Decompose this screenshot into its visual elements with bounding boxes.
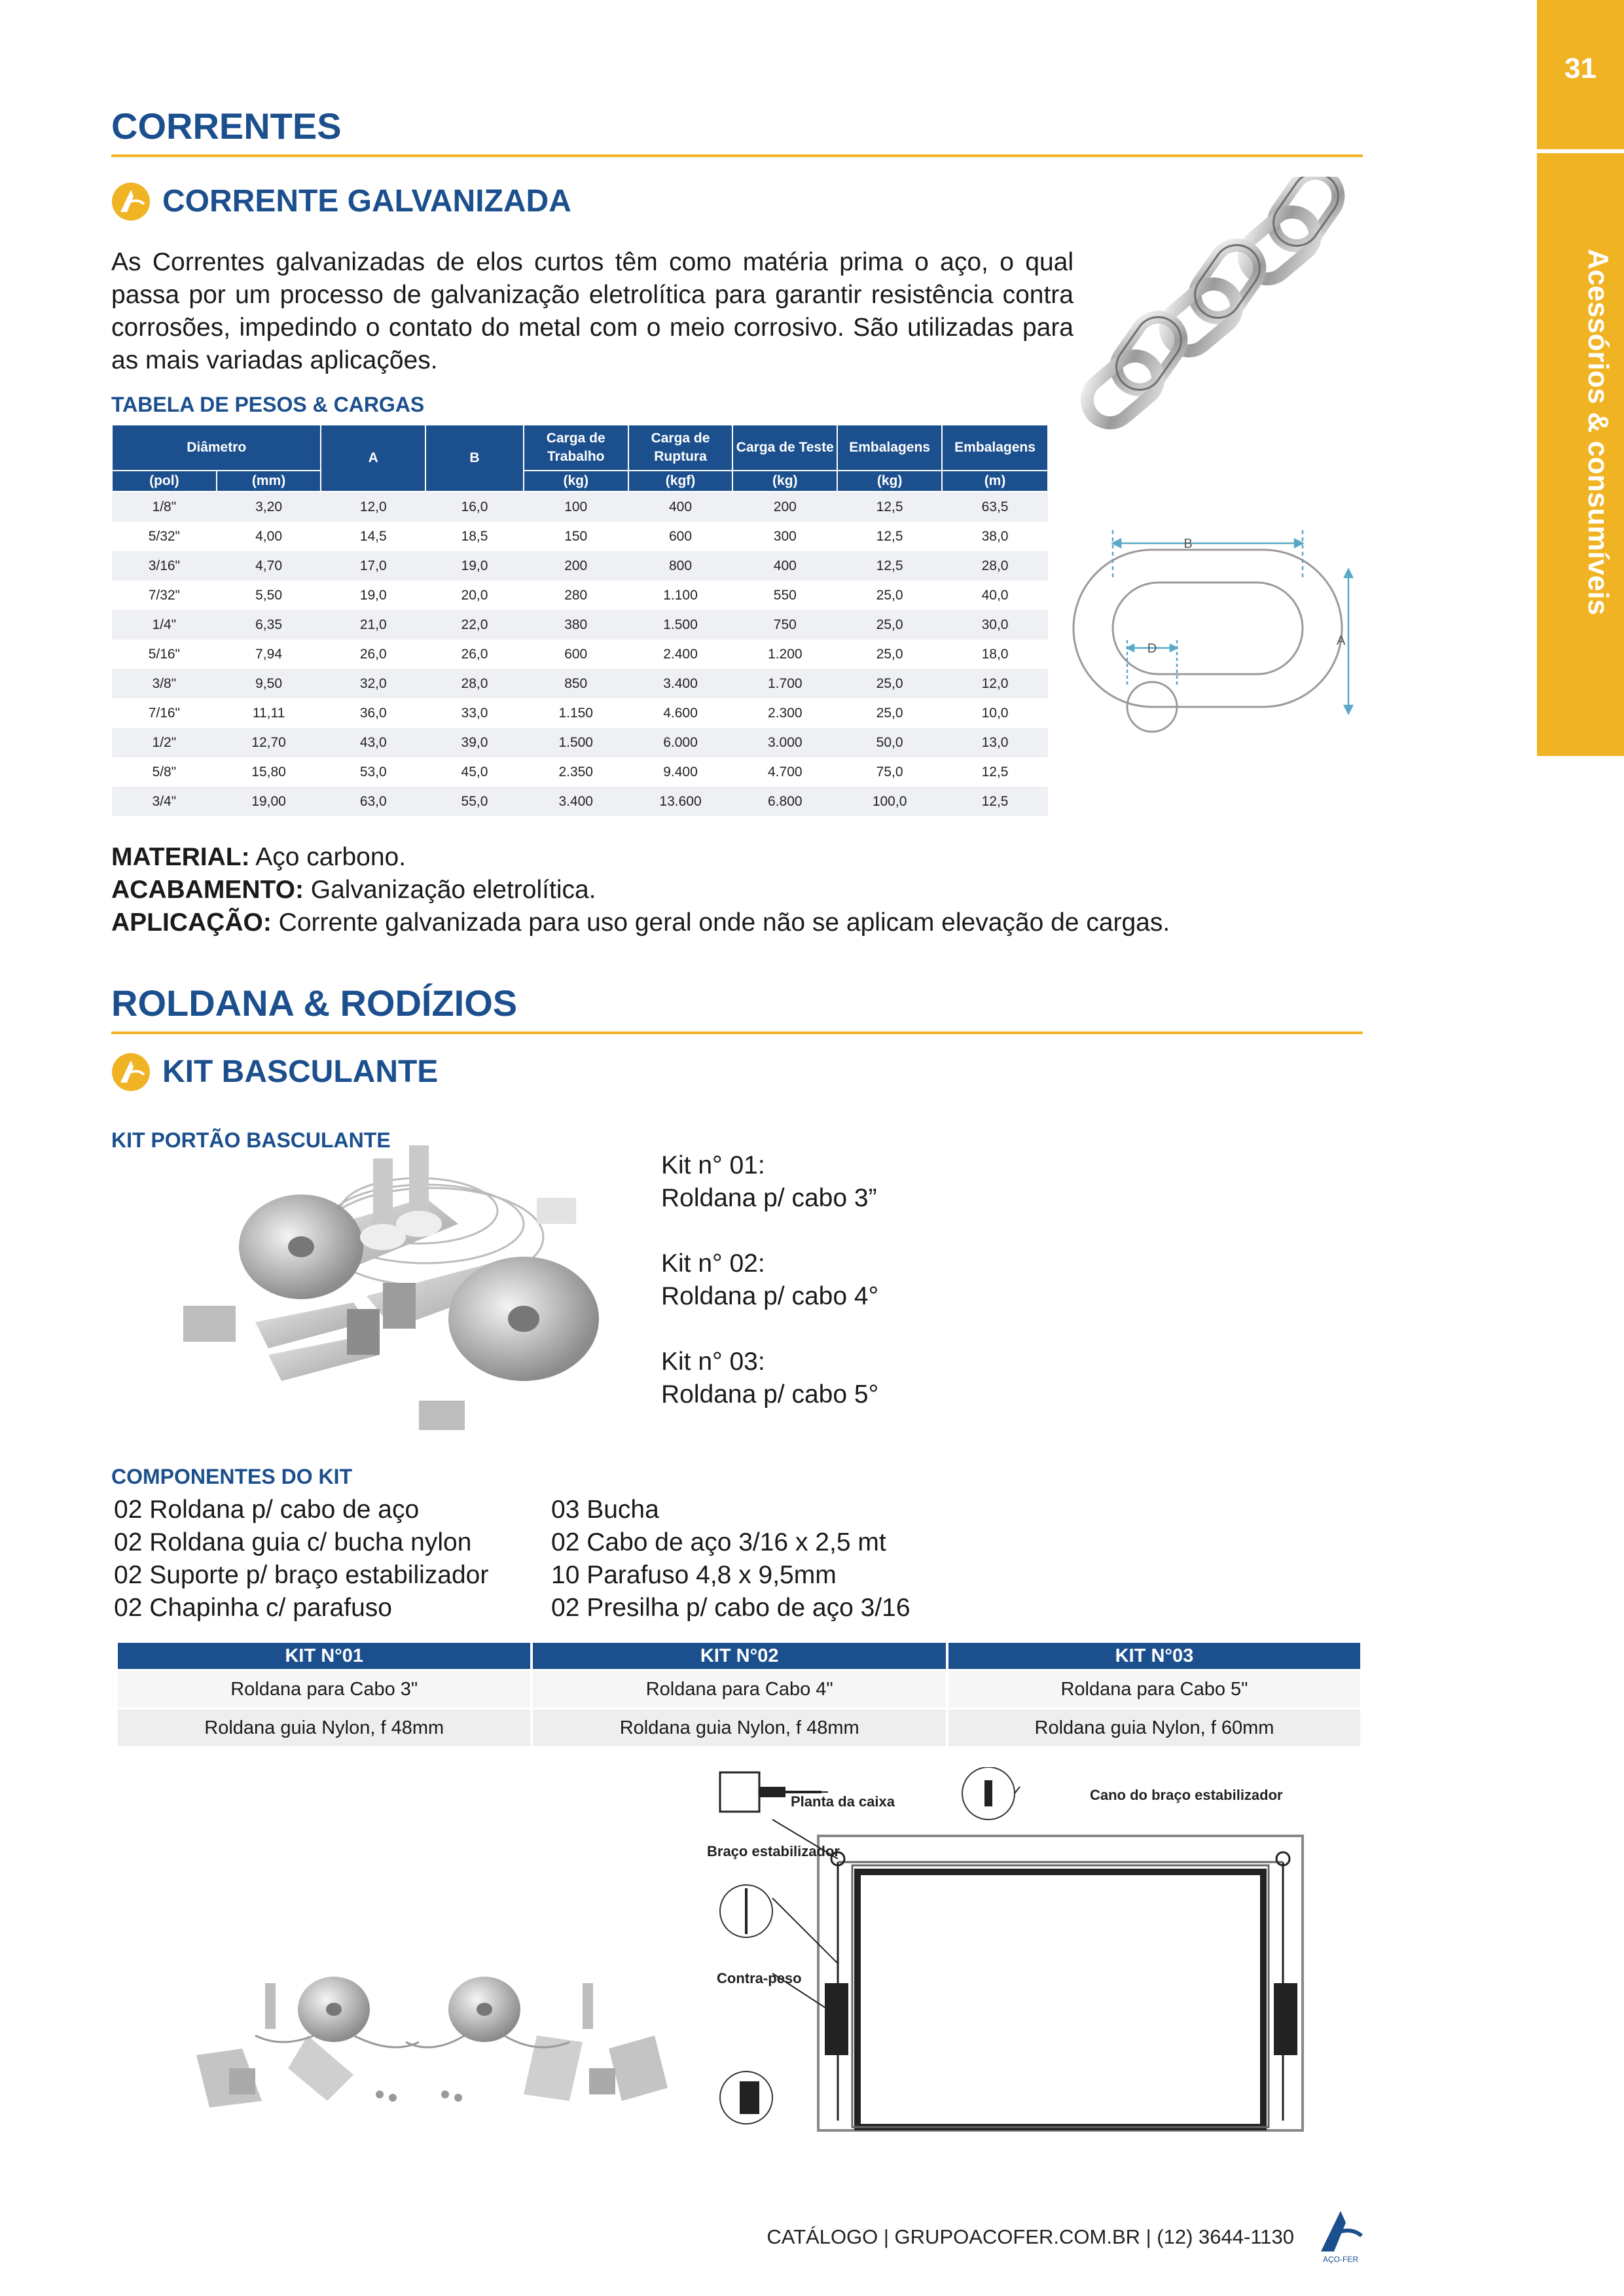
table-cell: 1.150 <box>524 698 628 728</box>
table-cell: 11,11 <box>217 698 321 728</box>
intro-paragraph: As Correntes galvanizadas de elos curtos têm como matéria prima o aço, o qual passa por um processo de galvanização eletrolítica para garantir resistência contra corrosões, impedindo o contato do metal com o meio corrosivo. São utilizadas para as mais variadas aplicações. <box>111 248 1074 374</box>
link-dimension-diagram <box>1067 517 1368 740</box>
table-row <box>112 698 1048 728</box>
components-label: COMPONENTES DO KIT <box>111 1465 353 1488</box>
table-cell: 36,0 <box>321 698 425 728</box>
table-cell: 200 <box>732 492 837 522</box>
components-left-list <box>114 1494 488 1624</box>
table-cell: 25,0 <box>837 698 942 728</box>
table-row <box>112 492 1048 522</box>
table-cell: 1/2" <box>112 728 217 757</box>
table-row <box>112 728 1048 757</box>
table-row <box>112 639 1048 669</box>
table-cell: 100,0 <box>837 787 942 816</box>
table-cell: 20,0 <box>425 581 524 610</box>
kit-3-desc: Roldana p/ cabo 5° <box>661 1380 879 1408</box>
kit-portao-label: KIT PORTÃO BASCULANTE <box>111 1128 391 1152</box>
section-rule <box>111 154 1363 157</box>
table-cell: 380 <box>524 610 628 639</box>
table-cell: 1/8" <box>112 492 217 522</box>
component-item: 02 Suporte p/ braço estabilizador <box>114 1561 489 1589</box>
table-cell: 32,0 <box>321 669 425 698</box>
table-cell: 6.800 <box>732 787 837 816</box>
side-tab-divider <box>1537 149 1624 153</box>
component-item: 02 Chapinha c/ parafuso <box>114 1594 392 1622</box>
table-cell: 550 <box>732 581 837 610</box>
subtitle-kit-basculante: KIT BASCULANTE <box>162 1054 439 1089</box>
table-cell: 12,5 <box>942 757 1048 787</box>
table-cell: 45,0 <box>425 757 524 787</box>
table-row <box>112 787 1048 816</box>
table-cell: 13.600 <box>628 787 733 816</box>
spec-aplicacao-label: APLICAÇÃO: <box>111 908 272 937</box>
dim-label-b: B <box>1183 537 1193 551</box>
table-cell: 19,0 <box>321 581 425 610</box>
table-cell: 6,35 <box>217 610 321 639</box>
table-cell: 17,0 <box>321 551 425 581</box>
component-item: 02 Cabo de aço 3/16 x 2,5 mt <box>551 1528 886 1556</box>
table-cell: 9,50 <box>217 669 321 698</box>
table-cell: 26,0 <box>321 639 425 669</box>
kit-photo <box>151 1113 615 1453</box>
dim-label-d: D <box>1147 641 1157 656</box>
table-cell: 2.400 <box>628 639 733 669</box>
table-cell: 22,0 <box>425 610 524 639</box>
col-header-embalagens-m: Embalagens <box>942 425 1048 471</box>
footer-text: CATÁLOGO | GRUPOACOFER.COM.BR | (12) 3644-1130 <box>767 2225 1294 2248</box>
kit-table-cell: Roldana para Cabo 4" <box>532 1670 947 1709</box>
col-header-a: A <box>321 425 425 492</box>
table-cell: 75,0 <box>837 757 942 787</box>
table-cell: 750 <box>732 610 837 639</box>
dim-label-a: A <box>1337 634 1346 648</box>
table-cell: 25,0 <box>837 639 942 669</box>
table-cell: 6.000 <box>628 728 733 757</box>
table-cell: 12,5 <box>942 787 1048 816</box>
table-cell: 39,0 <box>425 728 524 757</box>
component-item: 02 Roldana p/ cabo de aço <box>114 1496 420 1524</box>
table-cell: 25,0 <box>837 669 942 698</box>
col-header-carga-teste: Carga de Teste <box>732 425 837 471</box>
unit-kg-embalagem: (kg) <box>837 471 942 492</box>
table-cell: 600 <box>628 522 733 551</box>
component-item: 03 Bucha <box>551 1496 659 1524</box>
unit-pol: (pol) <box>112 471 217 492</box>
table-row <box>112 522 1048 551</box>
table-cell: 600 <box>524 639 628 669</box>
table-cell: 53,0 <box>321 757 425 787</box>
logo-text: AÇO-FER <box>1323 2255 1358 2264</box>
table-row <box>112 757 1048 787</box>
unit-kg-teste: (kg) <box>732 471 837 492</box>
page-number: 31 <box>1564 52 1597 84</box>
table-cell: 300 <box>732 522 837 551</box>
kit-table <box>115 1643 1360 1746</box>
section-rule <box>111 1031 1363 1034</box>
kit-table-cell: Roldana guia Nylon, f 48mm <box>532 1709 947 1747</box>
table-row <box>112 581 1048 610</box>
table-cell: 1.500 <box>524 728 628 757</box>
subtitle-corrente-galvanizada: CORRENTE GALVANIZADA <box>162 184 571 219</box>
table-cell: 55,0 <box>425 787 524 816</box>
table-cell: 15,80 <box>217 757 321 787</box>
table-cell: 7,94 <box>217 639 321 669</box>
table-cell: 25,0 <box>837 581 942 610</box>
table-cell: 3/16" <box>112 551 217 581</box>
col-header-b: B <box>425 425 524 492</box>
col-header-embalagens-kg: Embalagens <box>837 425 942 471</box>
table-cell: 18,0 <box>942 639 1048 669</box>
table-cell: 9.400 <box>628 757 733 787</box>
table-row <box>112 551 1048 581</box>
label-cano: Cano do braço estabilizador <box>1090 1787 1283 1803</box>
table-cell: 4,70 <box>217 551 321 581</box>
spec-aplicacao-value: Corrente galvanizada para uso geral onde não se aplicam elevação de cargas. <box>278 908 1170 937</box>
table-cell: 1/4" <box>112 610 217 639</box>
table-cell: 30,0 <box>942 610 1048 639</box>
table-cell: 5,50 <box>217 581 321 610</box>
table-cell: 1.200 <box>732 639 837 669</box>
table-cell: 5/8" <box>112 757 217 787</box>
table-cell: 25,0 <box>837 610 942 639</box>
component-item: 02 Presilha p/ cabo de aço 3/16 <box>551 1594 911 1622</box>
table-cell: 28,0 <box>942 551 1048 581</box>
spec-acabamento-value: Galvanização eletrolítica. <box>310 876 596 904</box>
col-header-diametro: Diâmetro <box>112 425 321 471</box>
table-cell: 12,5 <box>837 551 942 581</box>
brand-logo-icon <box>111 1052 151 1092</box>
label-braco: Braço estabilizador <box>707 1843 840 1859</box>
table-cell: 3/8" <box>112 669 217 698</box>
kit-parts-photo <box>183 1964 707 2114</box>
table-cell: 800 <box>628 551 733 581</box>
table-cell: 50,0 <box>837 728 942 757</box>
kit-3-number: Kit n° 03: <box>661 1348 765 1376</box>
brand-logo-icon <box>111 182 151 221</box>
table-cell: 63,0 <box>321 787 425 816</box>
acofer-logo-icon <box>1316 2206 1365 2265</box>
table-cell: 19,00 <box>217 787 321 816</box>
weights-loads-table <box>111 424 1049 816</box>
table-row <box>112 610 1048 639</box>
spec-material <box>111 843 406 872</box>
spec-aplicacao <box>111 908 1170 937</box>
table-cell: 1.500 <box>628 610 733 639</box>
table-cell: 33,0 <box>425 698 524 728</box>
section-title-correntes: CORRENTES <box>111 105 342 147</box>
table-cell: 850 <box>524 669 628 698</box>
side-tab-label: Acessórios & consumíveis <box>1582 249 1614 616</box>
components-right-list <box>551 1494 911 1624</box>
table-cell: 26,0 <box>425 639 524 669</box>
kit-1-number: Kit n° 01: <box>661 1151 765 1179</box>
table-cell: 21,0 <box>321 610 425 639</box>
table-cell: 12,0 <box>942 669 1048 698</box>
label-planta: Planta da caixa <box>791 1793 895 1810</box>
spec-acabamento <box>111 876 596 905</box>
unit-mm: (mm) <box>217 471 321 492</box>
gate-installation-diagram <box>707 1767 1362 2147</box>
unit-kg-trabalho: (kg) <box>524 471 628 492</box>
table-cell: 5/16" <box>112 639 217 669</box>
kit-table-cell: Roldana para Cabo 3" <box>117 1670 532 1709</box>
kit-2-number: Kit n° 02: <box>661 1249 765 1278</box>
spec-material-value: Aço carbono. <box>255 843 406 871</box>
col-header-carga-trabalho: Carga de Trabalho <box>524 425 628 471</box>
kit-2-desc: Roldana p/ cabo 4° <box>661 1282 879 1310</box>
table-cell: 40,0 <box>942 581 1048 610</box>
table-cell: 10,0 <box>942 698 1048 728</box>
table-cell: 280 <box>524 581 628 610</box>
table-cell: 16,0 <box>425 492 524 522</box>
table-cell: 150 <box>524 522 628 551</box>
kit-table-cell: Roldana guia Nylon, f 60mm <box>947 1709 1360 1747</box>
kit-1-desc: Roldana p/ cabo 3” <box>661 1184 877 1212</box>
table-cell: 13,0 <box>942 728 1048 757</box>
table-cell: 19,0 <box>425 551 524 581</box>
table-cell: 3.400 <box>524 787 628 816</box>
table-cell: 28,0 <box>425 669 524 698</box>
unit-m: (m) <box>942 471 1048 492</box>
kit-table-header: KIT N°01 <box>117 1643 532 1670</box>
table-cell: 3.400 <box>628 669 733 698</box>
col-header-carga-ruptura: Carga de Ruptura <box>628 425 733 471</box>
table-cell: 43,0 <box>321 728 425 757</box>
table-cell: 3.000 <box>732 728 837 757</box>
table-cell: 2.350 <box>524 757 628 787</box>
table-cell: 1.700 <box>732 669 837 698</box>
table-label: TABELA DE PESOS & CARGAS <box>111 393 425 416</box>
table-cell: 14,5 <box>321 522 425 551</box>
table-cell: 400 <box>732 551 837 581</box>
table-cell: 38,0 <box>942 522 1048 551</box>
table-cell: 12,0 <box>321 492 425 522</box>
kit-table-header: KIT N°02 <box>532 1643 947 1670</box>
kit-list <box>661 1149 878 1411</box>
component-item: 02 Roldana guia c/ bucha nylon <box>114 1528 472 1556</box>
kit-table-cell: Roldana para Cabo 5" <box>947 1670 1360 1709</box>
table-cell: 3/4" <box>112 787 217 816</box>
table-cell: 100 <box>524 492 628 522</box>
table-cell: 1.100 <box>628 581 733 610</box>
component-item: 10 Parafuso 4,8 x 9,5mm <box>551 1561 837 1589</box>
table-cell: 200 <box>524 551 628 581</box>
table-cell: 63,5 <box>942 492 1048 522</box>
table-cell: 2.300 <box>732 698 837 728</box>
table-cell: 7/32" <box>112 581 217 610</box>
table-cell: 3,20 <box>217 492 321 522</box>
chain-illustration <box>1074 177 1355 452</box>
spec-material-label: MATERIAL: <box>111 843 250 871</box>
table-cell: 400 <box>628 492 733 522</box>
table-cell: 4.600 <box>628 698 733 728</box>
unit-kgf: (kgf) <box>628 471 733 492</box>
side-tab <box>1537 0 1624 756</box>
table-cell: 12,70 <box>217 728 321 757</box>
table-cell: 18,5 <box>425 522 524 551</box>
table-cell: 4.700 <box>732 757 837 787</box>
kit-table-header: KIT N°03 <box>947 1643 1360 1670</box>
spec-acabamento-label: ACABAMENTO: <box>111 876 304 904</box>
label-contrapeso: Contra-peso <box>717 1970 802 1986</box>
kit-table-cell: Roldana guia Nylon, f 48mm <box>117 1709 532 1747</box>
section-title-roldana: ROLDANA & RODÍZIOS <box>111 982 518 1024</box>
table-cell: 7/16" <box>112 698 217 728</box>
table-cell: 4,00 <box>217 522 321 551</box>
table-cell: 5/32" <box>112 522 217 551</box>
table-row <box>112 669 1048 698</box>
table-cell: 12,5 <box>837 492 942 522</box>
table-cell: 12,5 <box>837 522 942 551</box>
